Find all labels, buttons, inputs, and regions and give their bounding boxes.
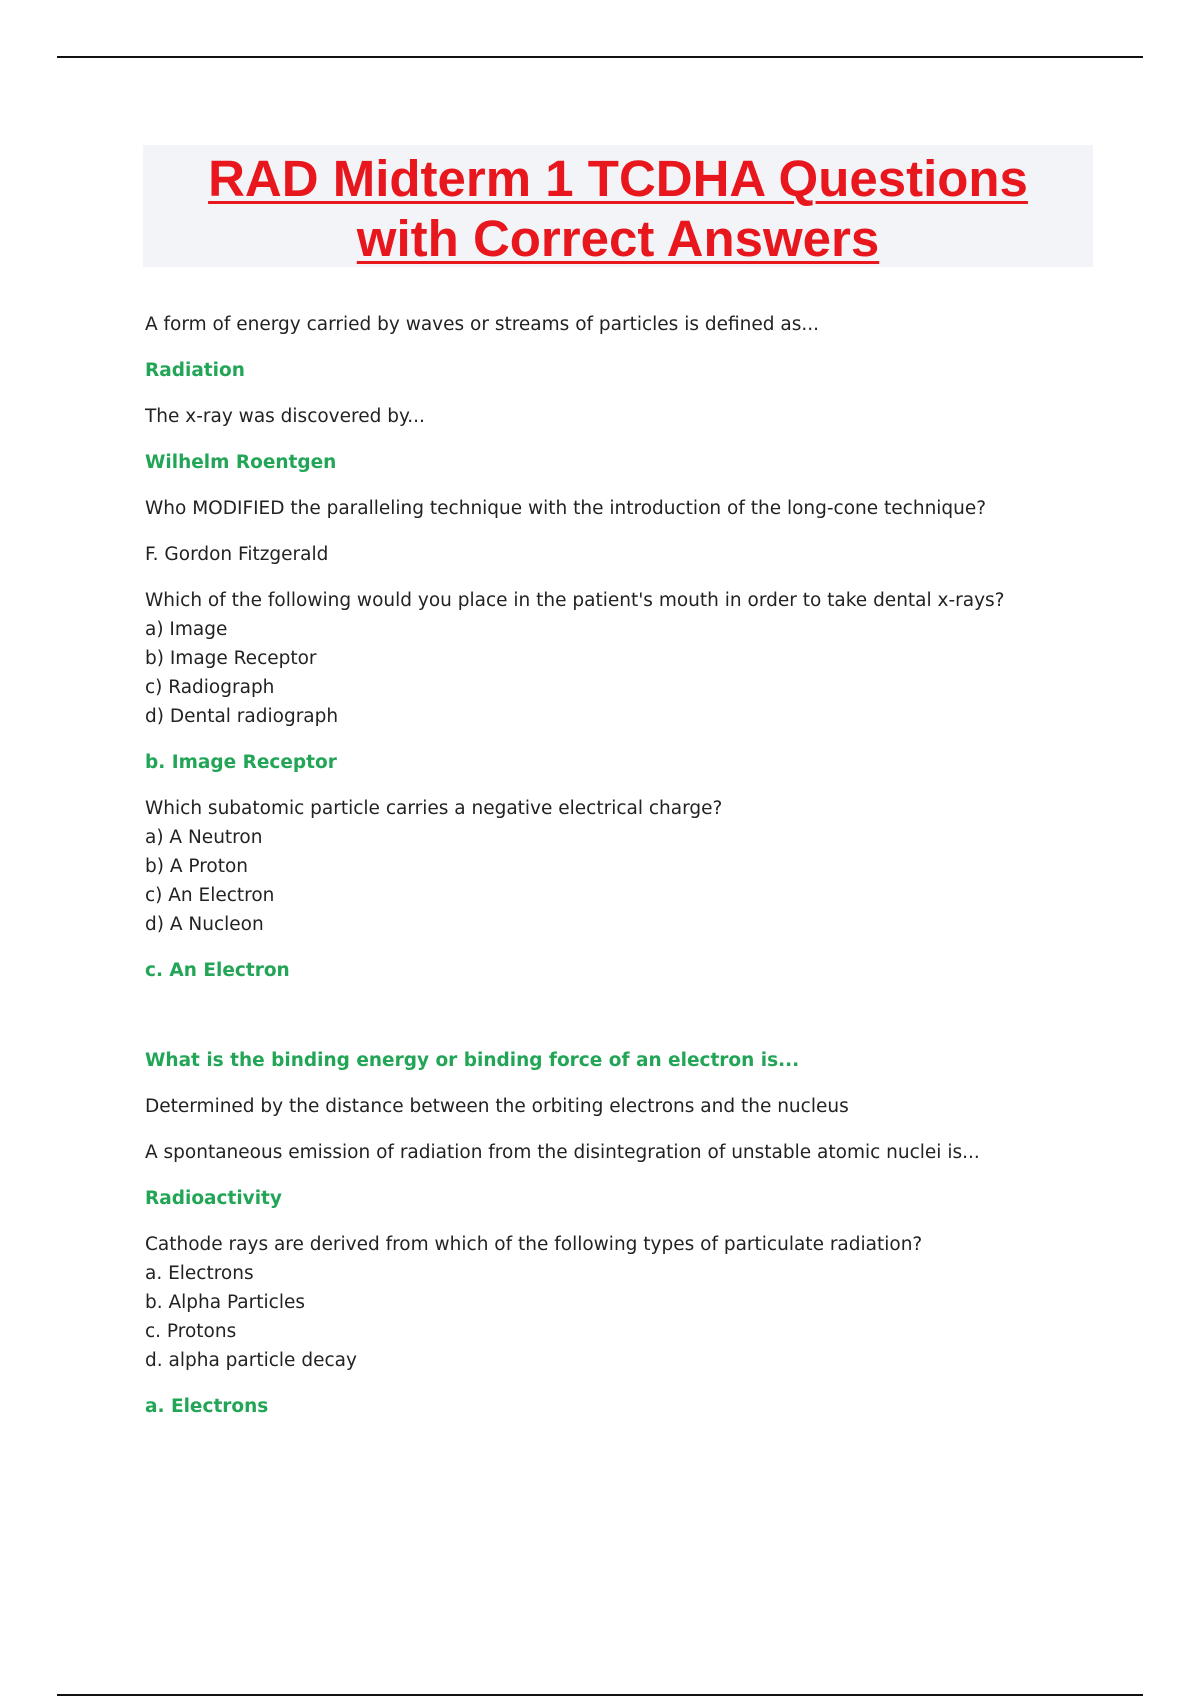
question-4-option-d: d) Dental radiograph (145, 706, 339, 727)
question-8-option-a: a. Electrons (145, 1263, 254, 1284)
question-2: The x-ray was discovered by... (145, 406, 425, 427)
question-5-text: Which subatomic particle carries a negative electrical charge? (145, 798, 723, 819)
answer-4: b. Image Receptor (145, 752, 337, 773)
question-8-text: Cathode rays are derived from which of the following types of particulate radiation? (145, 1234, 923, 1255)
answer-1: Radiation (145, 360, 245, 381)
document-title (143, 145, 1093, 269)
question-8-option-b: b. Alpha Particles (145, 1292, 305, 1313)
answer-5: c. An Electron (145, 960, 290, 981)
question-4-option-b: b) Image Receptor (145, 648, 317, 669)
title-line-1: RAD Midterm 1 TCDHA Questions (208, 150, 1028, 207)
title-line-2: with Correct Answers (356, 210, 880, 267)
question-5-option-a: a) A Neutron (145, 827, 263, 848)
question-4-text: Which of the following would you place in the patient's mouth in order to take dental x-rays? (145, 590, 1005, 611)
answer-3: F. Gordon Fitzgerald (145, 544, 329, 565)
question-8-option-c: c. Protons (145, 1321, 237, 1342)
answer-8: a. Electrons (145, 1396, 269, 1417)
question-8-option-d: d. alpha particle decay (145, 1350, 357, 1371)
question-1: A form of energy carried by waves or streams of particles is defined as... (145, 314, 819, 335)
answer-7: Radioactivity (145, 1188, 282, 1209)
question-5-option-c: c) An Electron (145, 885, 275, 906)
question-6: What is the binding energy or binding force of an electron is... (145, 1050, 800, 1071)
question-4-option-a: a) Image (145, 619, 228, 640)
question-5-option-d: d) A Nucleon (145, 914, 264, 935)
answer-2: Wilhelm Roentgen (145, 452, 337, 473)
question-4 (145, 586, 1135, 731)
question-3: Who MODIFIED the paralleling technique with the introduction of the long-cone technique? (145, 498, 987, 519)
bottom-divider (57, 1694, 1143, 1696)
question-8 (145, 1230, 1135, 1375)
answer-6: Determined by the distance between the orbiting electrons and the nucleus (145, 1096, 849, 1117)
question-5 (145, 794, 1135, 939)
title-banner (143, 145, 1093, 267)
section-spacer (145, 1002, 1135, 1046)
question-5-option-b: b) A Proton (145, 856, 249, 877)
question-4-option-c: c) Radiograph (145, 677, 275, 698)
qa-list (145, 310, 1135, 1438)
question-7: A spontaneous emission of radiation from the disintegration of unstable atomic nuclei is... (145, 1142, 980, 1163)
top-divider (57, 56, 1143, 58)
